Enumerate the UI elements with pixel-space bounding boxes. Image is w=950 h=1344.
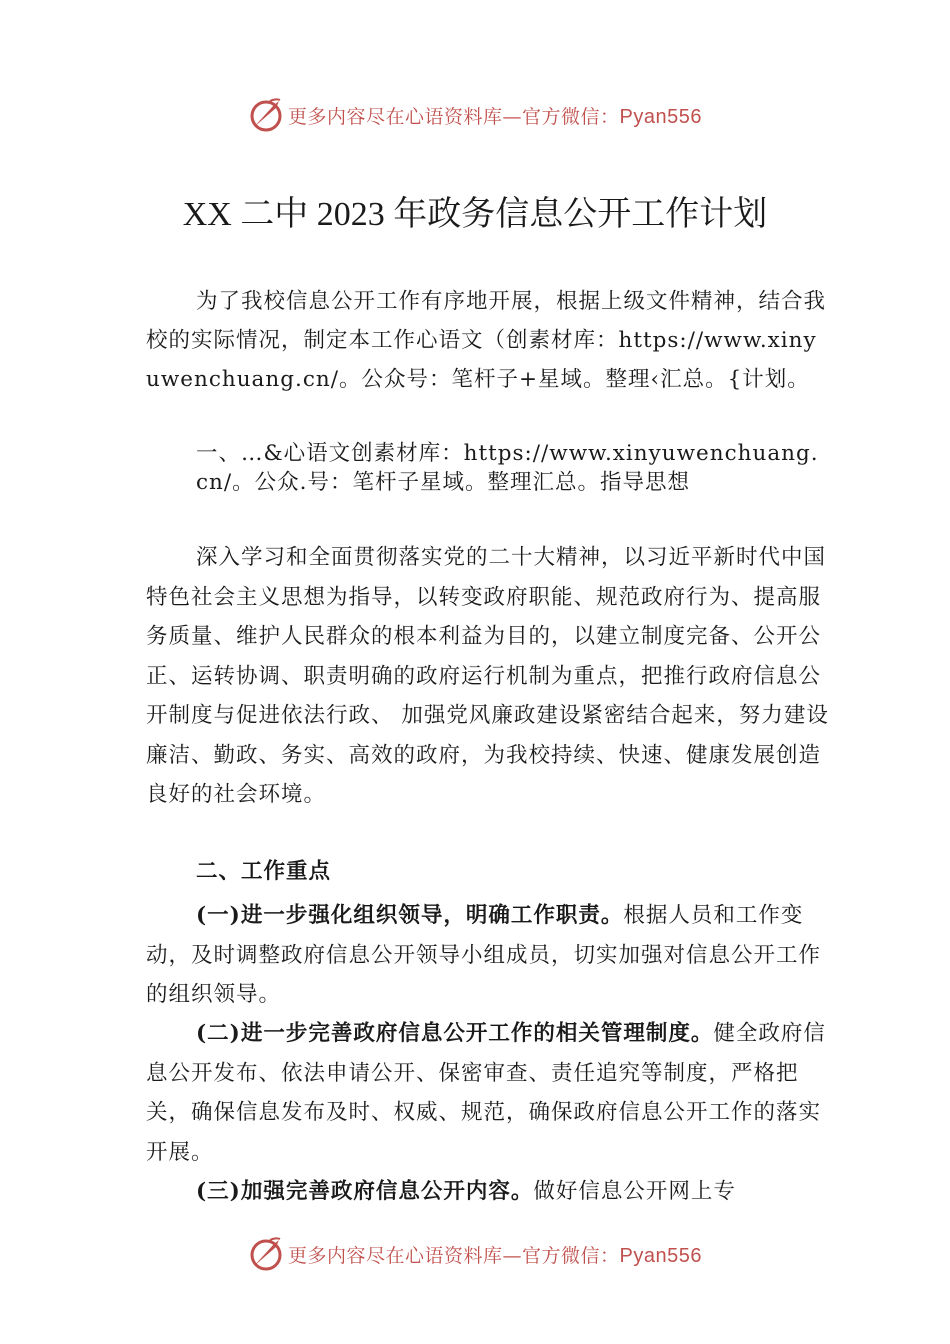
section2-heading: 二、工作重点 [196, 859, 332, 884]
header-banner [0, 95, 950, 135]
banner-label: 更多内容尽在心语资料库—官方微信： [288, 105, 620, 128]
work-item-3-text: 做好信息公开网上专 [533, 1179, 736, 1204]
work-item-1 [146, 896, 830, 1015]
banner-text [288, 1241, 702, 1268]
work-item-1-lead: (一)进一步强化组织领导，明确工作职责。 [196, 903, 624, 928]
banner-label: 更多内容尽在心语资料库—官方微信： [288, 1244, 620, 1267]
work-item-3 [146, 1172, 830, 1212]
work-item-3-lead: (三)加强完善政府信息公开内容。 [196, 1179, 534, 1204]
work-item-1-text: 根据人员和工作变动，及时调整政府信息公开领导小组成员，切实加强对信息公开工作的组织领导。 [146, 903, 822, 1007]
work-item-2-lead: (二)进一步完善政府信息公开工作的相关管理制度。 [196, 1021, 714, 1046]
section1-heading: 一、…&心语文创素材库：https://www.xinyuwenchuang.cn/。公众.号：笔杆子星域。整理汇总。指导思想 [196, 441, 819, 495]
document-title: XX 二中 2023 年政务信息公开工作计划 [182, 196, 768, 233]
intro-paragraph: 为了我校信息公开工作有序地开展，根据上级文件精神，结合我校的实际情况，制定本工作心语文（创素材库：https://www.xinyuwenchuang.cn/。公众号：笔杆子+星域。整理‹汇总。{计划。 [146, 289, 827, 392]
banner-text [288, 102, 702, 129]
quill-logo-icon [248, 97, 284, 133]
banner-wechat-id: Pyan556 [619, 1244, 702, 1267]
section1-body: 深入学习和全面贯彻落实党的二十大精神，以习近平新时代中国特色社会主义思想为指导，以转变政府职能、规范政府行为、提高服务质量、维护人民群众的根本利益为目的，以建立制度完备、公开公正、运转协调、职责明确的政府运行机制为重点，把推行政府信息公开制度与促进依法行政、 加强党风廉政建设紧密结合起来，努力建设廉洁、勤政、务实、高效的政府，为我校持续、快速、健康发展创造良好的社会环境。 [146, 545, 829, 807]
work-item-2 [146, 1014, 830, 1172]
work-item-2-text: 健全政府信息公开发布、依法申请公开、保密审查、责任追究等制度，严格把关，确保信息发布及时、权威、规范，确保政府信息公开工作的落实开展。 [146, 1021, 826, 1165]
banner-wechat-id: Pyan556 [619, 105, 702, 128]
quill-logo-icon [248, 1236, 284, 1272]
footer-banner [0, 1234, 950, 1274]
